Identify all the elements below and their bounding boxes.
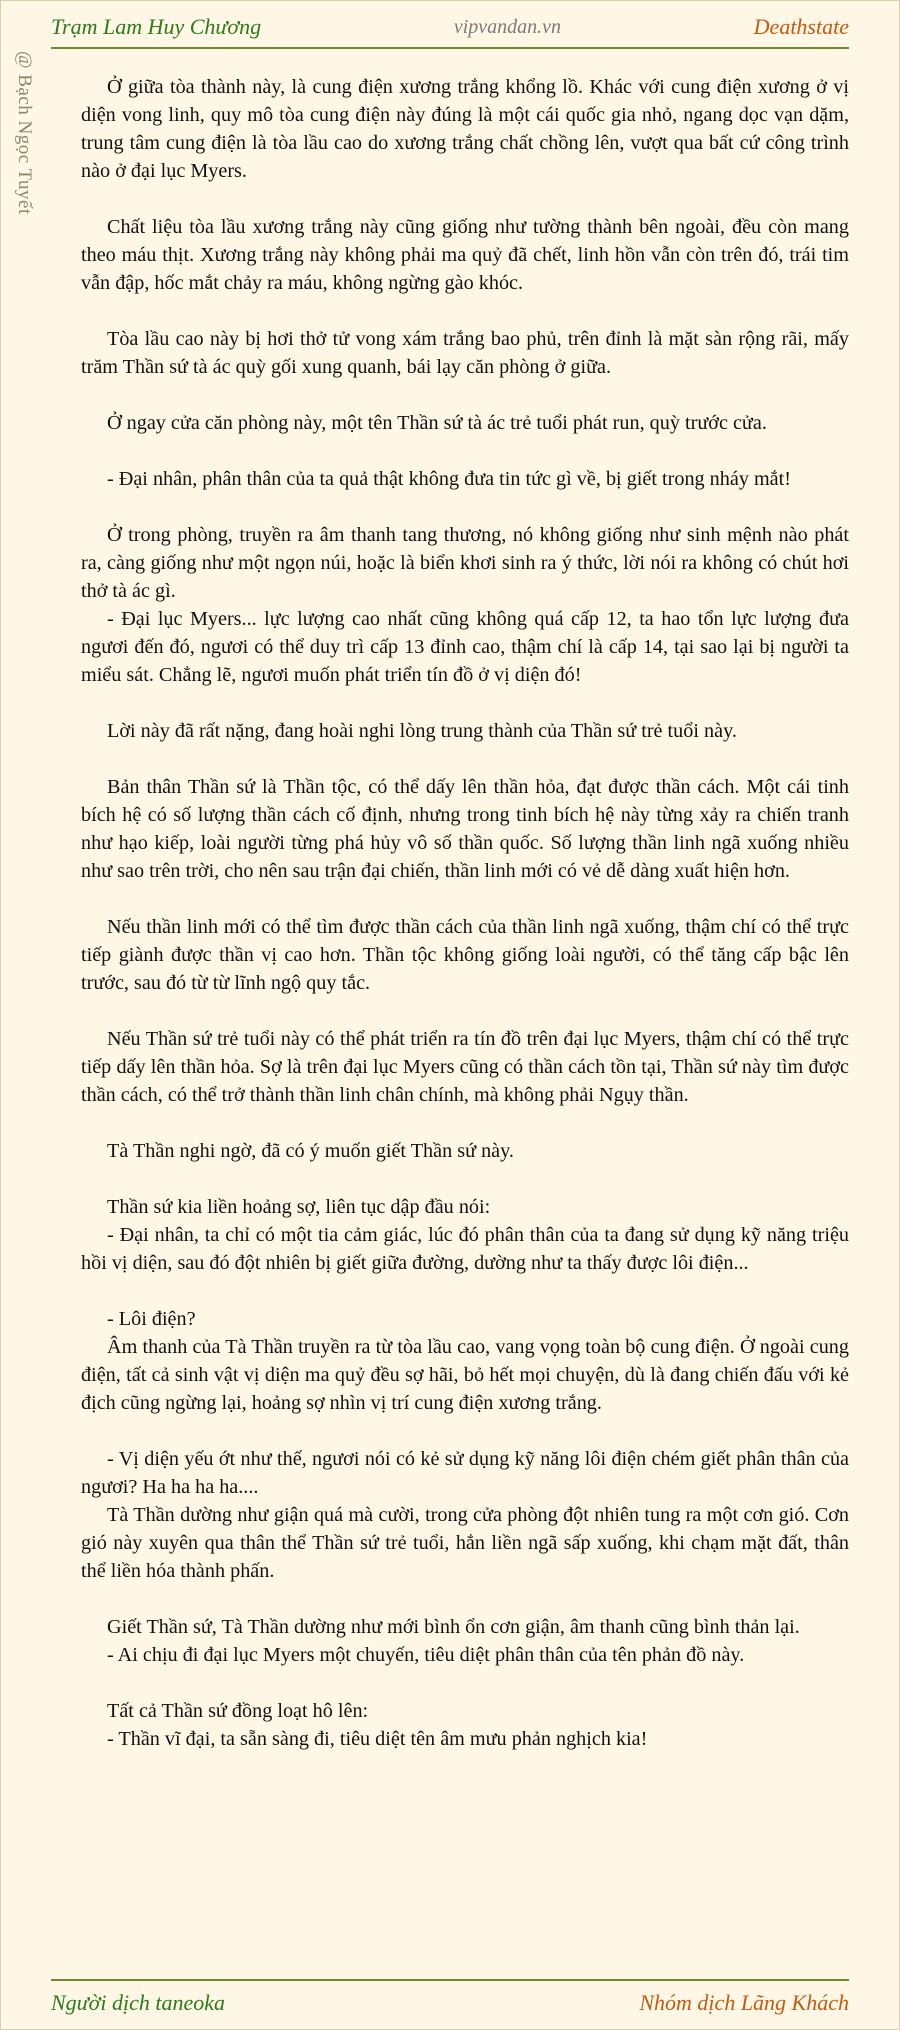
paragraph: Ở giữa tòa thành này, là cung điện xương trắng khổng lồ. Khác với cung điện xương ở vị diện vong linh, quy mô tòa cung điện này đúng là một cái quốc gia nhỏ, ngang dọc vạn dặm, trung tâm cung điện là tòa lầu cao do xương trắng chất chồng lên, vượt qua bất cứ công trình nào ở đại lục Myers.: [81, 76, 849, 182]
paragraph: Tà Thần nghi ngờ, đã có ý muốn giết Thần sứ này.: [107, 1140, 514, 1162]
translator-credit: Người dịch taneoka: [51, 1990, 226, 2015]
paragraph: Tòa lầu cao này bị hơi thở tử vong xám trắng bao phủ, trên đỉnh là mặt sàn rộng rãi, mấy trăm Thần sứ tà ác quỳ gối xung quanh, bái lạy căn phòng ở giữa.: [81, 328, 849, 378]
header-divider: [51, 47, 849, 49]
group-credit: Nhóm dịch Lãng Khách: [639, 1990, 849, 2015]
paragraph: Tất cả Thần sứ đồng loạt hô lên:: [107, 1700, 369, 1722]
paragraph: Giết Thần sứ, Tà Thần dường như mới bình ổn cơn giận, âm thanh cũng bình thản lại.: [107, 1616, 800, 1638]
paragraph: - Lôi điện?: [107, 1308, 196, 1330]
footer-divider: [51, 1979, 849, 1981]
paragraph: Bản thân Thần sứ là Thần tộc, có thể dấy lên thần hỏa, đạt được thần cách. Một cái tinh bích hệ có số lượng thần cách cố định, nhưng trong tinh bích hệ này từng xảy ra chiến tranh như hạo kiếp, loài người từng phá hủy vô số thần quốc. Số lượng thần linh ngã xuống nhiều như sao trên trời, cho nên sau trận đại chiến, thần linh mới có vẻ dễ dàng xuất hiện hơn.: [81, 776, 849, 882]
paragraph: Thần sứ kia liền hoảng sợ, liên tục dập đầu nói:: [107, 1196, 491, 1218]
header-site-link[interactable]: vipvandan.vn: [453, 15, 562, 38]
paragraph: Chất liệu tòa lầu xương trắng này cũng giống như tường thành bên ngoài, đều còn mang theo máu thịt. Xương trắng này không phải ma quỷ đã chết, linh hồn vẫn còn trên đó, trái tim vẫn đập, hốc mắt chảy ra máu, không ngừng gào khóc.: [81, 216, 849, 294]
paragraph: Lời này đã rất nặng, đang hoài nghi lòng trung thành của Thần sứ trẻ tuổi này.: [107, 720, 737, 742]
chapter-content: [81, 73, 849, 1753]
paragraph: Ở trong phòng, truyền ra âm thanh tang thương, nó không giống như sinh mệnh nào phát ra, càng giống như một ngọn núi, hoặc là biển khơi sinh ra ý thức, lời nói ra không có chút hơi thở tà ác gì.: [81, 524, 849, 602]
page-footer: [51, 1985, 849, 2021]
header-left-title: Trạm Lam Huy Chương: [51, 14, 262, 39]
paragraph: - Đại lục Myers... lực lượng cao nhất cũng không quá cấp 12, ta hao tổn lực lượng đưa ngươi đến đó, ngươi có thể duy trì cấp 13 đỉnh cao, thậm chí là cấp 14, tại sao lại bị người ta miểu sát. Chẳng lẽ, ngươi muốn phát triển tín đồ ở vị diện đó!: [81, 608, 849, 686]
page-header: [51, 9, 849, 45]
paragraph: Nếu thần linh mới có thể tìm được thần cách của thần linh ngã xuống, thậm chí có thể trực tiếp giành được thần vị cao hơn. Thần tộc không giống loài người, có thể tăng cấp bậc lên trước, sau đó từ từ lĩnh ngộ quy tắc.: [81, 916, 849, 994]
paragraph: - Đại nhân, phân thân của ta quả thật không đưa tin tức gì về, bị giết trong nháy mắt!: [107, 468, 791, 490]
paragraph: - Vị diện yếu ớt như thế, ngươi nói có kẻ sử dụng kỹ năng lôi điện chém giết phân thân của ngươi? Ha ha ha ha....: [81, 1448, 849, 1498]
paragraph: - Thần vĩ đại, ta sẵn sàng đi, tiêu diệt tên âm mưu phản nghịch kia!: [107, 1728, 648, 1750]
header-right-title: Deathstate: [753, 14, 849, 39]
paragraph: Nếu Thần sứ trẻ tuổi này có thể phát triển ra tín đồ trên đại lục Myers, thậm chí có thể trực tiếp dấy lên thần hỏa. Sợ là trên đại lục Myers cũng có thần cách tồn tại, Thần sứ này tìm được thần cách, có thể trở thành thần linh chân chính, mà không phải Ngụy thần.: [81, 1028, 849, 1106]
paragraph: - Đại nhân, ta chỉ có một tia cảm giác, lúc đó phân thân của ta đang sử dụng kỹ năng triệu hồi vị diện, sau đó đột nhiên bị giết giữa đường, dường như ta thấy được lôi điện...: [81, 1224, 849, 1274]
side-credit: @ Bạch Ngọc Tuyết: [14, 51, 35, 215]
paragraph: Ở ngay cửa căn phòng này, một tên Thần sứ tà ác trẻ tuổi phát run, quỳ trước cửa.: [107, 412, 767, 434]
paragraph: Âm thanh của Tà Thần truyền ra từ tòa lầu cao, vang vọng toàn bộ cung điện. Ở ngoài cung điện, tất cả sinh vật vị diện ma quỷ đều sợ hãi, bỏ hết mọi chuyện, dù là đang chiến đấu với kẻ địch cũng ngừng lại, hoảng sợ nhìn vị trí cung điện xương trắng.: [81, 1336, 849, 1414]
paragraph: Tà Thần dường như giận quá mà cười, trong cửa phòng đột nhiên tung ra một cơn gió. Cơn gió này xuyên qua thân thể Thần sứ trẻ tuổi, hắn liền ngã sấp xuống, khi chạm mặt đất, thân thể liền hóa thành phấn.: [81, 1504, 849, 1582]
paragraph: - Ai chịu đi đại lục Myers một chuyến, tiêu diệt phân thân của tên phản đồ này.: [107, 1644, 745, 1666]
